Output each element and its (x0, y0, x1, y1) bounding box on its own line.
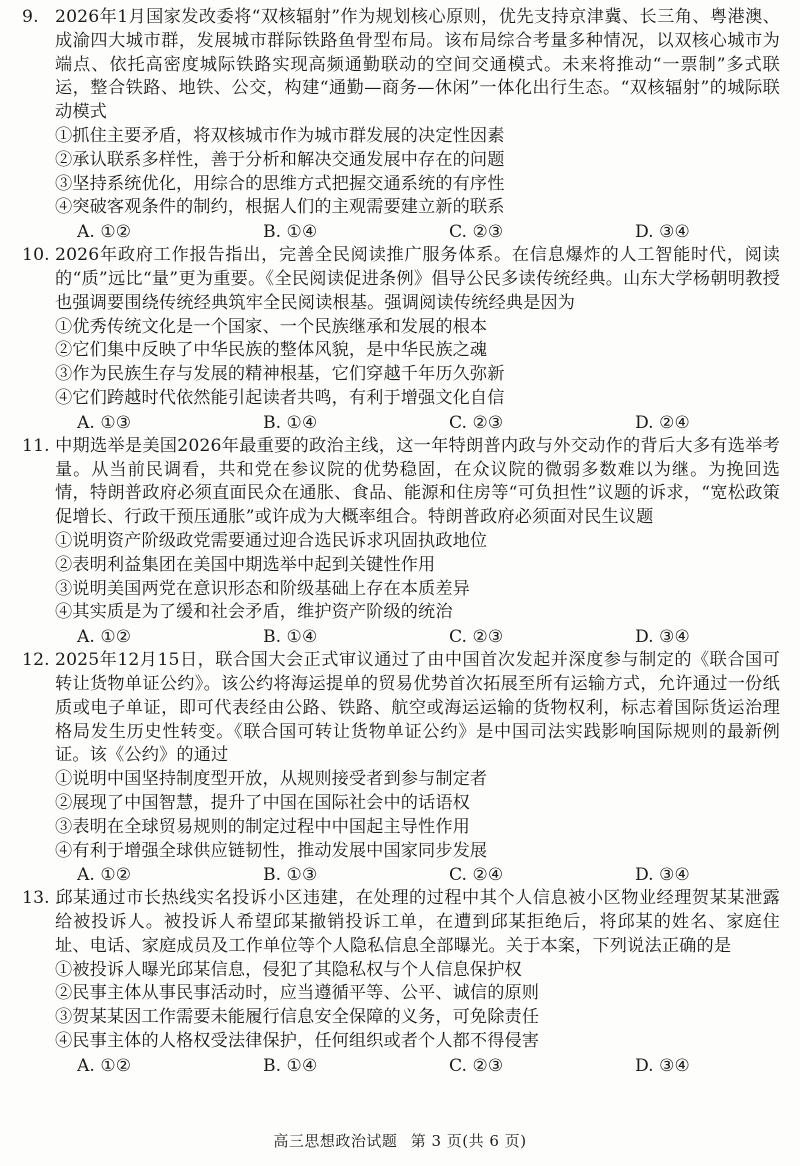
answer-options (22, 411, 780, 435)
option-b[interactable]: B. ①④ (263, 627, 318, 648)
question-stem: 中期选举是美国2026年最重要的政治主线，这一年特朗普内政与外交动作的背后大多有选举考量。从当前民调看，共和党在参议院的优势稳固，在众议院的微弱多数难以为继。为挽回选情，特朗普政府必须直面民众在通胀、食品、能源和住房等“可负担性”议题的诉求，“宽松政策促增长、行政干预压通胀”或许成为大概率组合。特朗普政府必须面对民生议题 (55, 435, 780, 528)
option-a[interactable]: A. ①③ (77, 412, 132, 433)
statement-4: ④突破客观条件的制约，根据人们的主观需要建立新的联系 (55, 197, 505, 218)
option-c[interactable]: C. ②③ (449, 412, 504, 433)
statement-3: ③坚持系统优化，用综合的思维方式把握交通系统的有序性 (55, 173, 505, 194)
answer-options (22, 220, 780, 244)
question-stem: 2025年12月15日，联合国大会正式审议通过了由中国首次发起并深度参与制定的《联合国可转让货物单证公约》。该公约将海运提单的贸易优势首次拓展至所有运输方式，允许通过一份纸质或电子单证，即可代表经由公路、铁路、航空或海运运输的货物权利，标志着国际货运治理格局发生历史性转变。《联合国可转让货物单证公约》是中国司法实践影响国际规则的最新例证。该《公约》的通过 (55, 650, 780, 766)
statement-3: ③表明在全球贸易规则的制定过程中中国起主导性作用 (55, 816, 470, 837)
statement-1: ①说明资产阶级政党需要通过迎合选民诉求巩固执政地位 (55, 530, 488, 551)
option-b[interactable]: B. ①④ (263, 222, 318, 243)
statement-3: ③作为民族生存与发展的精神根基，它们穿越千年历久弥新 (55, 364, 505, 385)
option-a[interactable]: A. ①② (77, 222, 132, 243)
answer-options (22, 1054, 780, 1078)
option-d[interactable]: D. ②④ (635, 412, 690, 433)
option-c[interactable]: C. ②④ (449, 865, 504, 886)
question-number: 9. (22, 7, 39, 27)
question-9 (22, 6, 780, 244)
answer-options (22, 863, 780, 887)
statement-2: ②承认联系多样性，善于分析和解决交通发展中存在的问题 (55, 149, 505, 170)
option-d[interactable]: D. ③④ (635, 865, 690, 886)
option-d[interactable]: D. ③④ (635, 627, 690, 648)
option-a[interactable]: A. ①② (77, 865, 132, 886)
statement-1: ①优秀传统文化是一个国家、一个民族继承和发展的根本 (55, 316, 488, 337)
option-b[interactable]: B. ①④ (263, 412, 318, 433)
statement-1: ①被投诉人曝光邱某信息，侵犯了其隐私权与个人信息保护权 (55, 959, 522, 980)
option-b[interactable]: B. ①④ (263, 1055, 318, 1076)
option-d[interactable]: D. ③④ (635, 222, 690, 243)
statement-4: ④民事主体的人格权受法律保护，任何组织或者个人都不得侵害 (55, 1031, 540, 1052)
statement-4: ④有利于增强全球供应链韧性，推动发展中国家同步发展 (55, 840, 488, 861)
statement-2: ②表明利益集团在美国中期选举中起到关键性作用 (55, 554, 436, 575)
question-10 (22, 244, 780, 435)
statement-2: ②它们集中反映了中华民族的整体风貌，是中华民族之魂 (55, 340, 488, 361)
option-a[interactable]: A. ①② (77, 1055, 132, 1076)
option-a[interactable]: A. ①② (77, 627, 132, 648)
statement-4: ④它们跨越时代依然能引起读者共鸣，有利于增强文化自信 (55, 387, 505, 408)
statement-4: ④其实质是为了缓和社会矛盾，维护资产阶级的统治 (55, 602, 453, 623)
statement-2: ②民事主体从事民事活动时，应当遵循平等、公平、诚信的原则 (55, 983, 540, 1004)
footer-page-number: 第 3 页(共 6 页) (410, 1132, 527, 1150)
statement-3: ③说明美国两党在意识形态和阶级基础上存在本质差异 (55, 578, 470, 599)
question-11 (22, 435, 780, 649)
page-footer (0, 1130, 800, 1151)
option-d[interactable]: D. ③④ (635, 1055, 690, 1076)
statement-3: ③贺某某因工作需要未能履行信息安全保障的义务，可免除责任 (55, 1007, 540, 1028)
option-c[interactable]: C. ②③ (449, 627, 504, 648)
question-number: 12. (22, 650, 50, 671)
question-list (22, 6, 780, 1078)
statement-1: ①说明中国坚持制度型开放，从规则接受者到参与制定者 (55, 769, 488, 790)
question-number: 11. (22, 435, 50, 456)
option-b[interactable]: B. ①③ (263, 865, 318, 886)
option-c[interactable]: C. ②③ (449, 222, 504, 243)
question-stem: 邱某通过市长热线实名投诉小区违建，在处理的过程中其个人信息被小区物业经理贺某某泄露给被投诉人。被投诉人希望邱某撤销投诉工单，在遭到邱某拒绝后，将邱某的姓名、家庭住址、电话、家庭成员及工作单位等个人隐私信息全部曝光。关于本案，下列说法正确的是 (55, 888, 780, 956)
statement-1: ①抓住主要矛盾，将双核城市作为城市群发展的决定性因素 (55, 125, 505, 146)
answer-options (22, 625, 780, 649)
question-12 (22, 649, 780, 887)
option-c[interactable]: C. ②③ (449, 1055, 504, 1076)
question-number: 13. (22, 888, 50, 909)
question-stem: 2026年政府工作报告指出，完善全民阅读推广服务体系。在信息爆炸的人工智能时代，阅读的“质”远比“量”更为重要。《全民阅读促进条例》倡导公民多读传统经典。山东大学杨朝明教授也强调要围绕传统经典筑牢全民阅读根基。强调阅读传统经典是因为 (55, 245, 780, 313)
question-number: 10. (22, 245, 50, 266)
question-13 (22, 887, 780, 1078)
question-stem: 2026年1月国家发改委将“双核辐射”作为规划核心原则，优先支持京津冀、长三角、粤港澳、成渝四大城市群，发展城市群际铁路鱼骨型布局。该布局综合考量多种情况，以双核心城市为端点、依托高密度城际铁路实现高频通勤联动的空间交通模式。未来将推动“一票制”多式联运，整合铁路、地铁、公交，构建“通勤—商务—休闲”一体化出行生态。“双核辐射”的城际联动模式 (55, 7, 780, 123)
statement-2: ②展现了中国智慧，提升了中国在国际社会中的话语权 (55, 792, 470, 813)
footer-subject: 高三思想政治试题 (273, 1132, 398, 1150)
